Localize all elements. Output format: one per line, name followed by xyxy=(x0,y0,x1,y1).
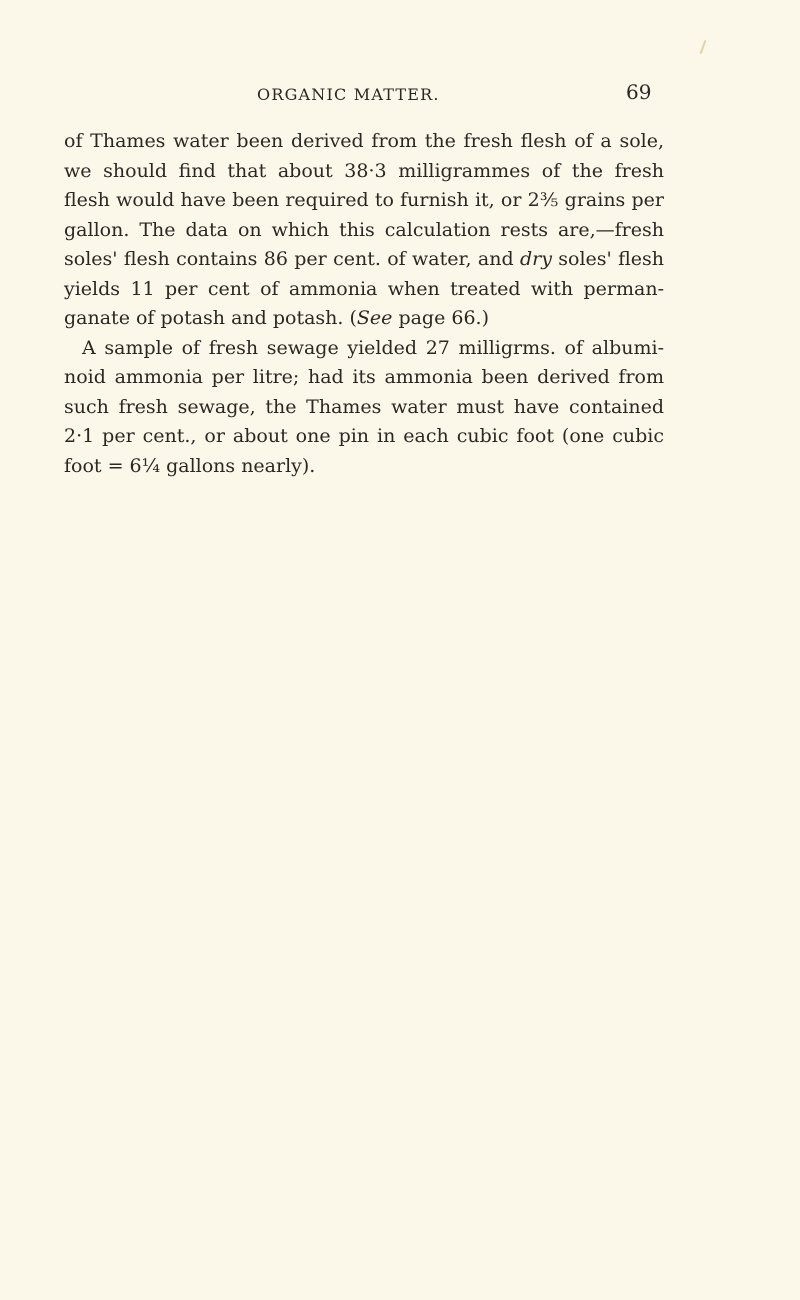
italic-text: dry xyxy=(519,248,552,270)
page-number: 69 xyxy=(626,80,652,104)
text-line: flesh would have been required to furnish it, or 2⅗ grains per xyxy=(64,189,664,211)
text-segment: soles' flesh contains 86 per cent. of water, and xyxy=(64,248,520,270)
text-line: foot = 6¼ gallons nearly). xyxy=(64,454,316,477)
text-line: of Thames water been derived from the fresh flesh of a sole, xyxy=(64,130,664,152)
margin-mark xyxy=(700,40,707,54)
running-header: ORGANIC MATTER. xyxy=(257,85,440,104)
body-text xyxy=(64,127,664,481)
text-segment: ganate of potash and potash. ( xyxy=(64,307,357,329)
text-line: gallon. The data on which this calculation rests are,—fresh xyxy=(64,218,664,241)
text-line: A sample of fresh sewage yielded 27 milligrms. of albumi- xyxy=(82,336,664,359)
text-line: noid ammonia per litre; had its ammonia been derived from xyxy=(64,366,664,388)
text-line: yields 11 per cent of ammonia when treated with perman- xyxy=(64,277,664,300)
text-line: such fresh sewage, the Thames water must have contained xyxy=(64,395,664,418)
text-line: 2·1 per cent., or about one pin in each cubic foot (one cubic xyxy=(64,425,664,447)
italic-text: See xyxy=(356,307,393,329)
text-line: we should find that about 38·3 milligrammes of the fresh xyxy=(64,159,664,182)
text-line xyxy=(64,245,664,275)
text-segment: soles' flesh xyxy=(551,248,665,270)
text-line xyxy=(64,304,664,334)
text-segment: page 66.) xyxy=(392,307,490,329)
